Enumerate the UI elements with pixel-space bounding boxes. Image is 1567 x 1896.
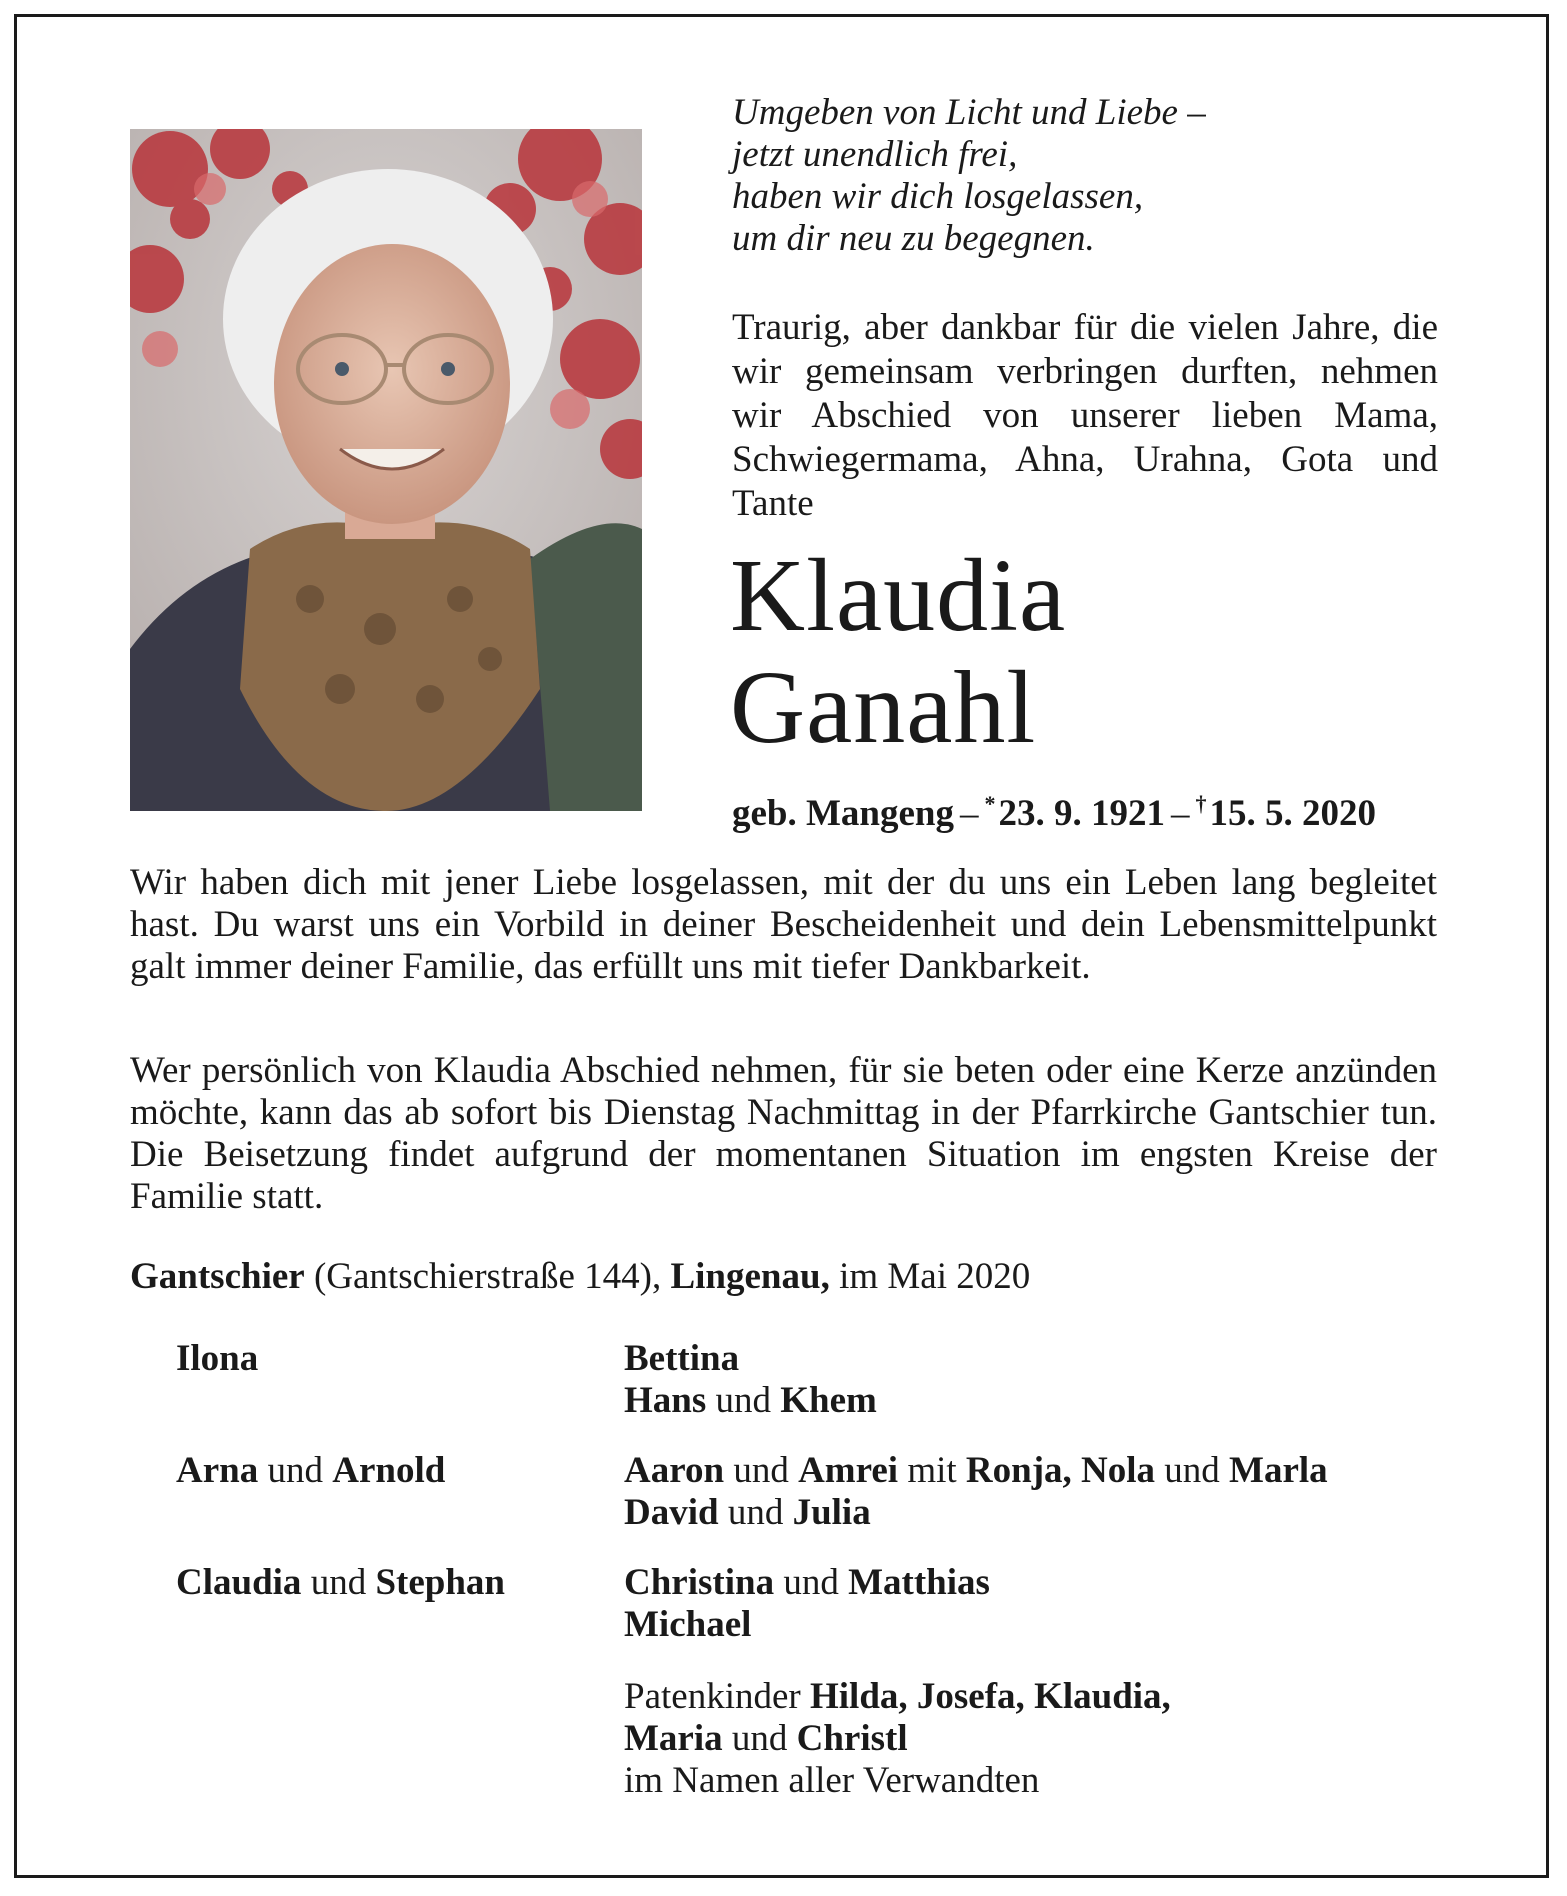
conjunction: und — [310, 1562, 367, 1603]
family-member: Maria — [624, 1718, 723, 1759]
godchildren-label: Patenkinder — [624, 1676, 801, 1717]
poem-line: um dir neu zu begegnen. — [732, 218, 1095, 259]
date-separator: – — [1171, 793, 1190, 834]
family-member: Josefa, — [916, 1676, 1025, 1717]
family-member: David — [624, 1492, 719, 1533]
poem-line: haben wir dich losgelassen, — [732, 176, 1144, 217]
birth-date: 23. 9. 1921 — [998, 793, 1165, 834]
town: Gantschier — [130, 1256, 305, 1297]
family-left-1 — [176, 1338, 258, 1380]
family-right-2 — [624, 1450, 1328, 1534]
farewell-paragraph: Wer persönlich von Klaudia Abschied nehmen, für sie beten oder eine Kerze anzünden möchte, kann das ab sofort bis Dienstag Nachmittag in der Pfarrkirche Gantschier tun. Die Beisetzung findet aufgrund der momentanen Situation im engsten Kreise der Familie statt. — [130, 1050, 1437, 1217]
family-member: Ronja, — [965, 1450, 1072, 1491]
conjunction: und — [783, 1562, 839, 1603]
conjunction: und — [267, 1450, 323, 1491]
poem-line: Umgeben von Licht und Liebe – — [732, 92, 1206, 133]
family-member: Ilona — [176, 1338, 259, 1379]
family-member: Julia — [792, 1492, 871, 1533]
conjunction: mit — [907, 1450, 957, 1491]
life-dates — [732, 782, 1376, 836]
family-member: Arna — [176, 1450, 259, 1491]
intro-text: Traurig, aber dankbar für die vielen Jahre, die wir gemeinsam verbringen durften, nehmen wir Abschied von unserer lieben Mama, Schwiegermama, Ahna, Urahna, Gota und Tante — [732, 307, 1438, 524]
family-member: Aaron — [624, 1450, 725, 1491]
family-member: Hans — [624, 1380, 707, 1421]
family-member: Claudia — [176, 1562, 302, 1603]
town2: Lingenau, — [670, 1256, 830, 1297]
family-right-3 — [624, 1562, 990, 1646]
conjunction: und — [731, 1718, 788, 1759]
family-member: Stephan — [375, 1562, 505, 1603]
poem-line: jetzt unendlich frei, — [732, 134, 1018, 175]
death-date: 15. 5. 2020 — [1209, 793, 1376, 834]
godchildren-block — [624, 1676, 1171, 1802]
date: im Mai 2020 — [839, 1256, 1031, 1297]
family-member: Michael — [624, 1604, 752, 1645]
family-member: Arnold — [332, 1450, 446, 1491]
deceased-name — [730, 540, 1066, 764]
date-separator: – — [960, 793, 979, 834]
conjunction: und — [1164, 1450, 1220, 1491]
conjunction: und — [733, 1450, 789, 1491]
memorial-paragraph: Wir haben dich mit jener Liebe losgelassen, mit der du uns ein Leben lang begleitet hast. Du warst uns ein Vorbild in deiner Bescheidenheit und dein Lebensmittelpunkt galt immer deiner Familie, das erfüllt uns mit tiefer Dankbarkeit. — [130, 862, 1437, 987]
last-name: Ganahl — [730, 650, 1037, 765]
family-member: Khem — [780, 1380, 877, 1421]
family-member: Matthias — [848, 1562, 990, 1603]
family-member: Hilda, — [809, 1676, 908, 1717]
poem-block — [732, 92, 1472, 260]
family-member: Christina — [624, 1562, 775, 1603]
family-left-3 — [176, 1562, 505, 1604]
family-member: Marla — [1229, 1450, 1328, 1491]
family-right-1 — [624, 1338, 877, 1422]
conjunction: und — [715, 1380, 772, 1421]
family-member: Bettina — [624, 1338, 740, 1379]
portrait-photo — [130, 129, 642, 811]
family-member: Amrei — [798, 1450, 899, 1491]
closing-line: im Namen aller Verwandten — [624, 1760, 1040, 1801]
family-member: Christl — [796, 1718, 908, 1759]
address: (Gantschierstraße 144), — [313, 1256, 662, 1297]
family-left-2 — [176, 1450, 445, 1492]
birth-symbol: * — [984, 791, 996, 816]
first-name: Klaudia — [730, 538, 1067, 653]
born-name: geb. Mangeng — [732, 793, 954, 834]
death-symbol: † — [1195, 791, 1207, 816]
place-date-line — [130, 1255, 1030, 1299]
conjunction: und — [727, 1492, 784, 1533]
family-member: Nola — [1081, 1450, 1156, 1491]
family-member: Klaudia, — [1034, 1676, 1171, 1717]
